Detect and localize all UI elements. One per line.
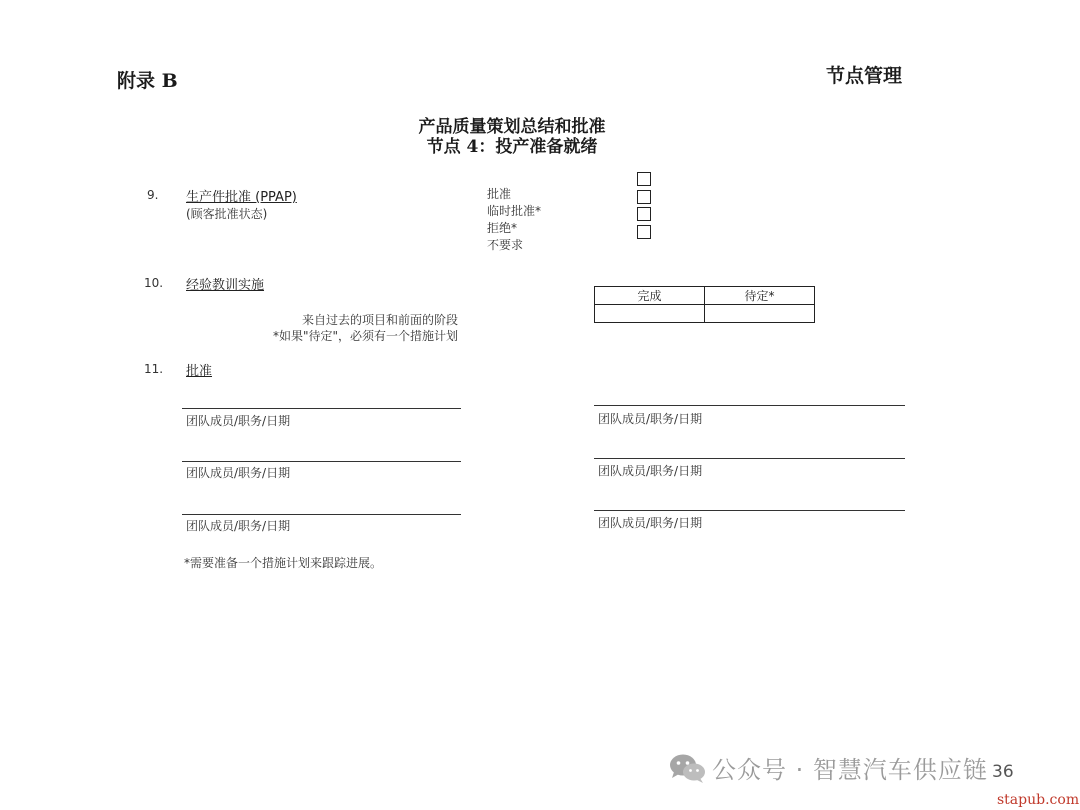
signature-line-right-3[interactable] xyxy=(594,510,905,511)
section-9-subtitle: (顾客批准状态) xyxy=(186,207,268,221)
form-subtitle: 节点 4：投产准备就绪 xyxy=(426,137,598,157)
signature-line-left-3[interactable] xyxy=(182,514,461,515)
signature-line-left-1[interactable] xyxy=(182,408,461,409)
section-9-number: 9. xyxy=(147,188,159,202)
appendix-label: 附录 B xyxy=(117,70,178,92)
page-number: 36 xyxy=(992,762,1014,782)
section-10-title: 经验教训实施 xyxy=(186,278,265,293)
status-cell-complete[interactable] xyxy=(595,305,705,323)
signature-label-left-2: 团队成员/职务/日期 xyxy=(186,466,291,480)
option-rejected-label: 拒绝* xyxy=(487,221,518,235)
signature-label-left-1: 团队成员/职务/日期 xyxy=(186,414,291,428)
section-9-title: 生产件批准 (PPAP) xyxy=(186,190,297,205)
option-approved-label: 批准 xyxy=(487,187,512,201)
signature-line-right-1[interactable] xyxy=(594,405,905,406)
section-11-title: 批准 xyxy=(186,364,213,379)
section-11-number: 11. xyxy=(144,362,164,376)
footnote: *需要准备一个措施计划来跟踪进展。 xyxy=(184,556,383,570)
status-cell-pending[interactable] xyxy=(705,305,815,323)
signature-label-right-2: 团队成员/职务/日期 xyxy=(598,464,703,478)
section-10-note: 来自过去的项目和前面的阶段 xyxy=(301,313,458,327)
signature-label-left-3: 团队成员/职务/日期 xyxy=(186,519,291,533)
signature-label-right-1: 团队成员/职务/日期 xyxy=(598,412,703,426)
checkbox-approved[interactable] xyxy=(637,172,651,186)
watermark-site: stapub.com xyxy=(997,792,1080,808)
watermark-text: 公众号 · 智慧汽车供应链 xyxy=(712,756,988,784)
option-interim-label: 临时批准* xyxy=(487,204,542,218)
status-header-complete: 完成 xyxy=(595,287,705,305)
checkbox-rejected[interactable] xyxy=(637,207,651,221)
section-10-number: 10. xyxy=(144,276,164,290)
form-title: 产品质量策划总结和批准 xyxy=(418,117,606,137)
signature-line-right-2[interactable] xyxy=(594,458,905,459)
option-not-required-label: 不要求 xyxy=(487,238,524,252)
wechat-icon xyxy=(668,752,706,784)
checkbox-interim[interactable] xyxy=(637,190,651,204)
section-10-pending-note: *如果"待定"，必须有一个措施计划 xyxy=(272,329,458,343)
checkbox-not-required[interactable] xyxy=(637,225,651,239)
section-header-label: 节点管理 xyxy=(826,65,903,87)
status-header-pending: 待定* xyxy=(705,287,815,305)
signature-line-left-2[interactable] xyxy=(182,461,461,462)
status-table xyxy=(594,286,815,323)
signature-label-right-3: 团队成员/职务/日期 xyxy=(598,516,703,530)
